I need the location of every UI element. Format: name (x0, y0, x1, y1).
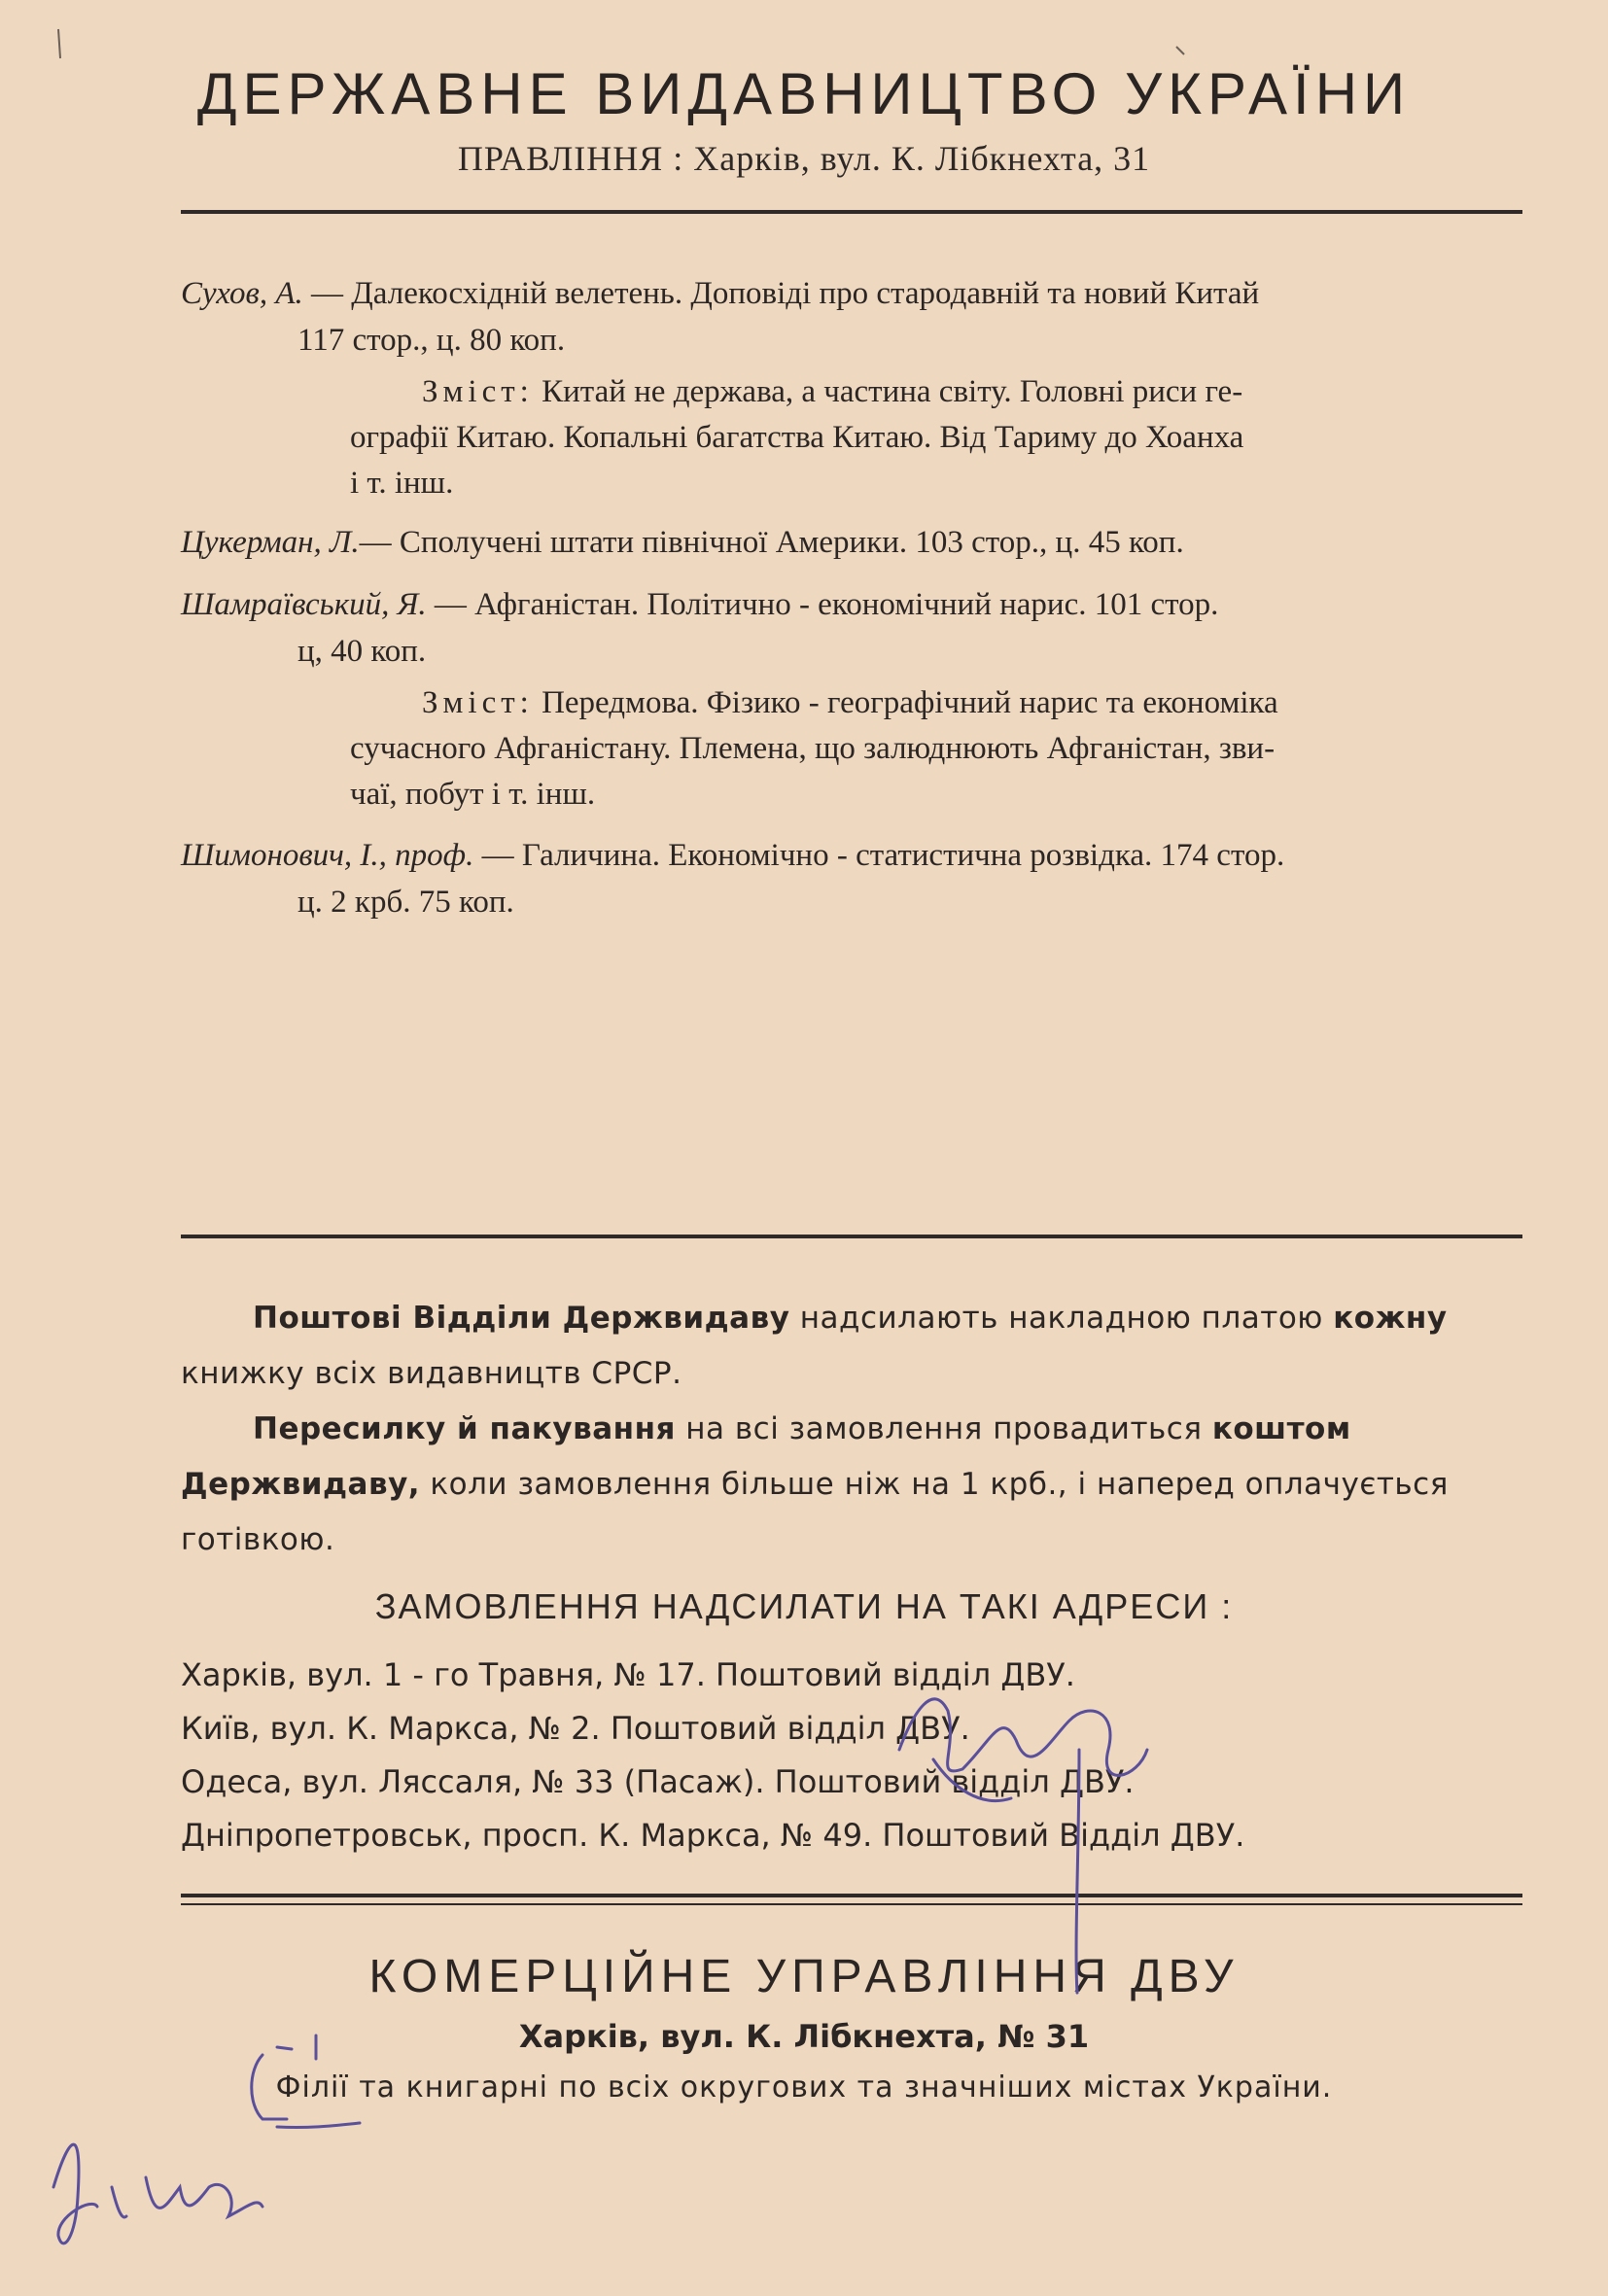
book-author: Сухов, А. (181, 276, 303, 311)
contents-line: і т. інш. (350, 466, 454, 501)
address-line: Харків, вул. 1 - го Травня, № 17. Поштовий відділ ДВУ. (181, 1656, 1075, 1693)
notice-emphasis: коштом (1211, 1411, 1351, 1446)
book-title: — Сполучені штати північної Америки. 103 стор., ц. 45 коп. (359, 525, 1184, 560)
notice-text: коли замовлення більше ніж на 1 крб., і наперед оплачується (420, 1467, 1449, 1502)
contents-line: чаї, побут і т. інш. (350, 777, 596, 812)
contents-line: Китай не держава, а частина світу. Головні риси ге- (533, 374, 1243, 409)
notice-emphasis: Держвидаву, (181, 1467, 421, 1502)
notice-text: готівкою. (181, 1522, 335, 1557)
book-author: Цукерман, Л. (181, 525, 360, 560)
book-author: Шимонович, І., проф. (181, 838, 474, 873)
notice-text: на всі замовлення провадиться (675, 1411, 1212, 1446)
notice-emphasis: Поштові Відділи Держвидаву (253, 1301, 790, 1336)
book-details: ц, 40 коп. (297, 634, 427, 669)
book-details: ц. 2 крб. 75 коп. (297, 885, 514, 920)
commercial-office-address: Харків, вул. К. Лібкнехта, № 31 (518, 2018, 1090, 2055)
publisher-address: ПРАВЛІННЯ : Харків, вул. К. Лібкнехта, 31 (457, 139, 1151, 178)
book-title: — Далекосхідній велетень. Доповіді про стародавній та новий Китай (302, 276, 1260, 311)
book-details: 117 стор., ц. 80 коп. (297, 323, 566, 358)
notice-emphasis: кожну (1333, 1301, 1448, 1336)
address-line: Одеса, вул. Ляссаля, № 33 (Пасаж). Поштовий відділ ДВУ. (181, 1763, 1135, 1800)
address-line: Дніпропетровськ, просп. К. Маркса, № 49. Поштовий Відділ ДВУ. (181, 1817, 1245, 1854)
contents-label: Зміст: (422, 685, 534, 720)
book-title: — Галичина. Економічно - статистична розвідка. 174 стор. (473, 838, 1285, 873)
contents-line: Передмова. Фізико - географічний нарис та економіка (533, 685, 1278, 720)
book-author: Шамраївський, Я. (181, 587, 427, 622)
contents-line: ографії Китаю. Копальні багатства Китаю. Від Тариму до Хоанха (350, 420, 1244, 455)
addresses-heading: ЗАМОВЛЕННЯ НАДСИЛАТИ НА ТАКІ АДРЕСИ : (374, 1586, 1234, 1626)
publisher-title: ДЕРЖАВНЕ ВИДАВНИЦТВО УКРАЇНИ (196, 61, 1412, 126)
branches-note: Філії та книгарні по всіх округових та значніших містах України. (275, 2070, 1333, 2105)
notice-text: книжку всіх видавництв СРСР. (181, 1356, 682, 1391)
commercial-office-title: КОМЕРЦІЙНЕ УПРАВЛІННЯ ДВУ (368, 1951, 1240, 2002)
contents-line: сучасного Афганістану. Племена, що залюднюють Афганістан, зви- (350, 731, 1276, 766)
contents-label: Зміст: (422, 374, 534, 409)
notice-emphasis: Пересилку й пакування (253, 1411, 676, 1446)
address-line: Київ, вул. К. Маркса, № 2. Поштовий відділ ДВУ. (181, 1710, 970, 1747)
notice-text: надсилають накладною платою (789, 1301, 1334, 1336)
book-title: — Афганістан. Політично - економічний нарис. 101 стор. (426, 587, 1219, 622)
